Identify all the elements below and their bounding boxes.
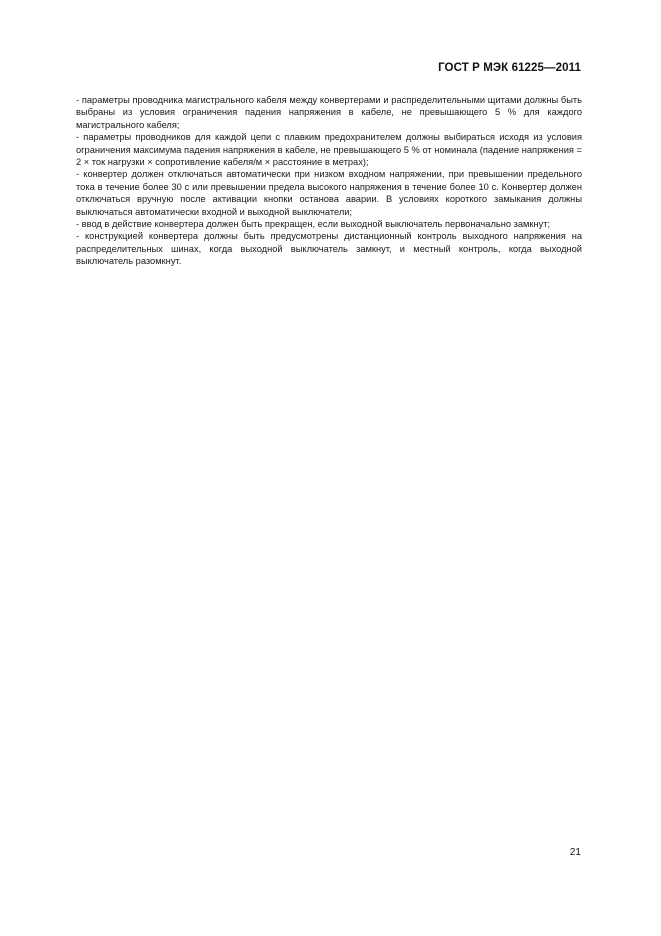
paragraph: - конвертер должен отключаться автоматически при низком входном напряжении, при превышении предельного тока в течение более 30 с или превышении предела высокого напряжения в течение более 10 с. Конвертер должен отключаться вручную после активации кнопки останова аварии. В условиях короткого замыкания должны выключаться автоматически входной и выходной выключатели; <box>76 169 582 217</box>
paragraph: - конструкцией конвертера должны быть предусмотрены дистанционный контроль выходного напряжения на распределительных шинах, когда выходной выключатель замкнут, и местный контроль, когда выходной выключатель разомкнут. <box>76 231 582 267</box>
paragraph: - параметры проводников для каждой цепи с плавким предохранителем должны выбираться исходя из условия ограничения максимума падения напряжения в кабеле, не превышающего 5 % от номинала (падение напряжения = 2 × ток нагрузки × сопротивление кабеля/м × расстояние в метрах); <box>76 132 582 168</box>
paragraph: - параметры проводника магистрального кабеля между конвертерами и распределительными щитами должны быть выбраны из условия ограничения падения напряжения в кабеле, не превышающего 5 % для каждого магистрального кабеля; <box>76 95 582 130</box>
paragraph: - ввод в действие конвертера должен быть прекращен, если выходной выключатель первоначально замкнут; <box>76 219 551 230</box>
document-body <box>76 94 582 268</box>
page-number: 21 <box>569 847 581 858</box>
document-header: ГОСТ Р МЭК 61225—2011 <box>438 62 581 74</box>
